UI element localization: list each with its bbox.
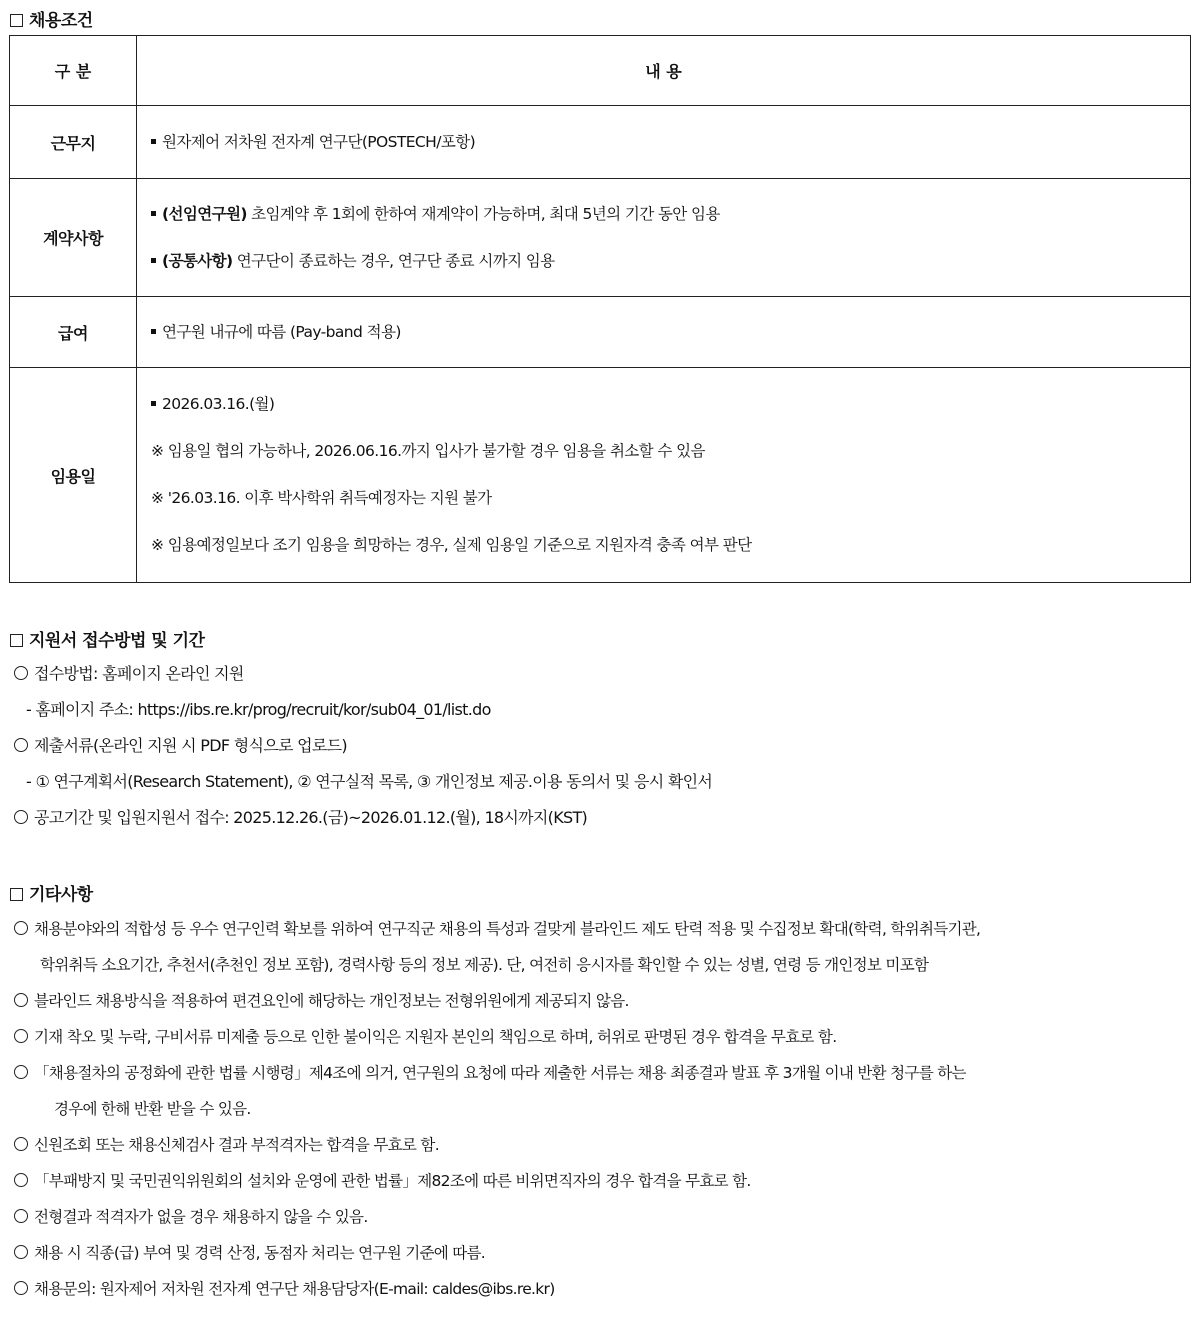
circle-bullet-icon: [14, 1281, 28, 1295]
bullet-icon: [151, 329, 156, 334]
header-content: 내 용: [137, 36, 1191, 106]
checkbox-square-icon: [10, 14, 23, 27]
bullet-icon: [151, 139, 156, 144]
row-label: 계약사항: [10, 179, 137, 297]
list-item: 채용분야와의 적합성 등 우수 연구인력 확보를 위하여 연구직군 채용의 특성과 걸맞게 블라인드 제도 탄력 적용 및 수집정보 확대(학력, 학위취득기관,: [14, 911, 980, 947]
circle-bullet-icon: [14, 738, 28, 752]
checkbox-square-icon: [10, 634, 23, 647]
list-item: 학위취득 소요기간, 추천서(추천인 정보 포함), 경력사항 등의 정보 제공). 단, 여전히 응시자를 확인할 수 있는 성별, 연령 등 개인정보 미포함: [40, 956, 929, 974]
list-item: 채용 시 직종(급) 부여 및 경력 산정, 동점자 처리는 연구원 기준에 따름.: [14, 1235, 980, 1271]
bullet-icon: [151, 258, 156, 263]
circle-bullet-icon: [14, 1137, 28, 1151]
table-row: 급여 연구원 내규에 따름 (Pay-band 적용): [10, 297, 1191, 368]
list-item: 「부패방지 및 국민권익위원회의 설치와 운영에 관한 법률」제82조에 따른 비위면직자의 경우 합격을 무효로 함.: [14, 1163, 980, 1199]
circle-bullet-icon: [14, 921, 28, 935]
circle-bullet-icon: [14, 993, 28, 1007]
list-item: 신원조회 또는 채용신체검사 결과 부적격자는 합격을 무효로 함.: [14, 1127, 980, 1163]
section-title-misc: 기타사항: [10, 880, 93, 905]
table-row: 근무지 원자제어 저차원 전자계 연구단(POSTECH/포항): [10, 106, 1191, 179]
conditions-table: [9, 35, 1191, 583]
table-row: 계약사항 (선임연구원) 초임계약 후 1회에 한하여 재계약이 가능하며, 최대 5년의 기간 동안 임용 (공통사항) 연구단이 종료하는 경우, 연구단 종료 시까지 임용: [10, 179, 1191, 297]
list-item: 전형결과 적격자가 없을 경우 채용하지 않을 수 있음.: [14, 1199, 980, 1235]
row-label: 임용일: [10, 368, 137, 583]
circle-bullet-icon: [14, 666, 28, 680]
list-item: 「채용절차의 공정화에 관한 법률 시행령」제4조에 의거, 연구원의 요청에 따라 제출한 서류는 채용 최종결과 발표 후 3개월 이내 반환 청구를 하는: [14, 1055, 980, 1091]
circle-bullet-icon: [14, 810, 28, 824]
checkbox-square-icon: [10, 888, 23, 901]
misc-list: [14, 911, 980, 1307]
section-title-conditions: 채용조건: [10, 6, 93, 31]
bullet-icon: [151, 401, 156, 406]
circle-bullet-icon: [14, 1245, 28, 1259]
table-row: 임용일 2026.03.16.(월) ※ 임용일 협의 가능하나, 2026.06.16.까지 입사가 불가할 경우 임용을 취소할 수 있음 ※ '26.03.16. 이후 박사학위 취득예정자는 지원 불가 ※ 임용예정일보다 조기 임용을 희망하는 경우, 실제 임용일 기준으로 지원자격 충족 여부 판단: [10, 368, 1191, 583]
circle-bullet-icon: [14, 1029, 28, 1043]
header-category: 구 분: [10, 36, 137, 106]
section-title-application: 지원서 접수방법 및 기간: [10, 626, 204, 651]
list-item: 기재 착오 및 누락, 구비서류 미제출 등으로 인한 불이익은 지원자 본인의 책임으로 하며, 허위로 판명된 경우 합격을 무효로 함.: [14, 1019, 980, 1055]
application-list: [14, 656, 712, 836]
list-item: 블라인드 채용방식을 적용하여 편견요인에 해당하는 개인정보는 전형위원에게 제공되지 않음.: [14, 983, 980, 1019]
bullet-icon: [151, 211, 156, 216]
list-item: - ① 연구계획서(Research Statement), ② 연구실적 목록, ③ 개인정보 제공.이용 동의서 및 응시 확인서: [26, 772, 713, 791]
circle-bullet-icon: [14, 1065, 28, 1079]
row-label: 근무지: [10, 106, 137, 179]
circle-bullet-icon: [14, 1173, 28, 1187]
row-label: 급여: [10, 297, 137, 368]
list-item: 채용문의: 원자제어 저차원 전자계 연구단 채용담당자(E-mail: caldes@ibs.re.kr): [14, 1271, 980, 1307]
list-item: 제출서류(온라인 지원 시 PDF 형식으로 업로드): [14, 728, 712, 764]
circle-bullet-icon: [14, 1209, 28, 1223]
list-item: - 홈페이지 주소: https://ibs.re.kr/prog/recruit/kor/sub04_01/list.do: [26, 700, 491, 719]
list-item: 공고기간 및 입원지원서 접수: 2025.12.26.(금)~2026.01.12.(월), 18시까지(KST): [14, 800, 712, 836]
table-header-row: [10, 36, 1191, 106]
list-item: 경우에 한해 반환 받을 수 있음.: [54, 1100, 251, 1118]
list-item: 접수방법: 홈페이지 온라인 지원: [14, 656, 712, 692]
